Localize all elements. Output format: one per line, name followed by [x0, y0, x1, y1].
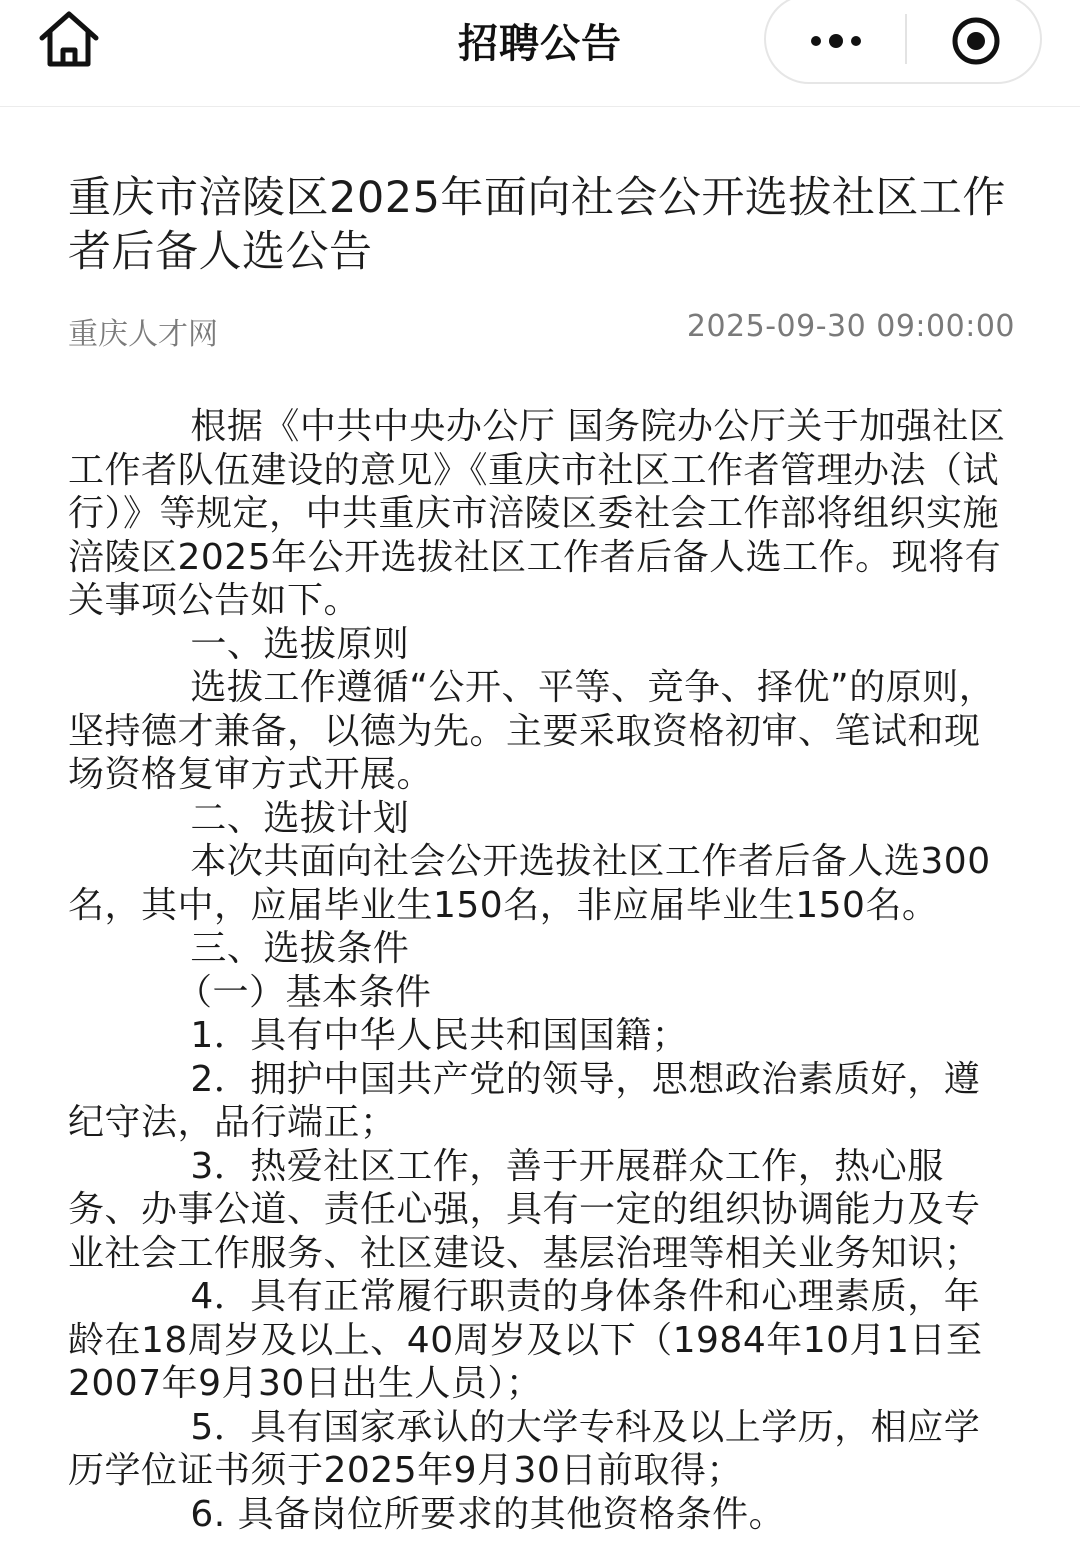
more-dots-icon — [766, 0, 904, 82]
article-body — [68, 405, 1012, 1536]
section-heading-conditions: 三、选拔条件 — [190, 928, 410, 969]
paragraph-plan: 本次共面向社会公开选拔社区工作者后备人选300名，其中，应届毕业生150名，非应届毕业生150名。 — [68, 841, 991, 926]
page-title: 招聘公告 — [458, 21, 622, 67]
mini-program-capsule — [764, 0, 1042, 84]
paragraph-principles: 选拔工作遵循“公开、平等、竞争、择优”的原则，坚持德才兼备，以德为先。主要采取资格初审、笔试和现场资格复审方式开展。 — [68, 667, 996, 795]
article-meta — [68, 309, 1015, 352]
article-title: 重庆市涪陵区2025年面向社会公开选拔社区工作者后备人选公告 — [68, 173, 1006, 277]
list-item: 2．拥护中国共产党的领导，思想政治素质好，遵纪守法，品行端正； — [68, 1058, 981, 1143]
list-item: 6. 具备岗位所要求的其他资格条件。 — [190, 1493, 786, 1535]
close-target-icon — [908, 0, 1042, 82]
section-heading-plan: 二、选拔计划 — [190, 797, 410, 839]
more-button[interactable] — [766, 0, 904, 82]
article-source[interactable]: 重庆人才网 — [68, 317, 218, 352]
capsule-divider — [905, 14, 907, 64]
close-button[interactable] — [908, 0, 1042, 82]
list-item: 4．具有正常履行职责的身体条件和心理素质，年龄在18周岁及以上、40周岁及以下（1984年10月1日至2007年9月30日出生人员）； — [68, 1276, 983, 1404]
list-item: 3．热爱社区工作，善于开展群众工作，热心服务、办事公道、责任心强，具有一定的组织协调能力及专业社会工作服务、社区建设、基层治理等相关业务知识； — [68, 1145, 981, 1274]
subsection-heading-basic: （一）基本条件 — [176, 971, 432, 1013]
section-heading-principles: 一、选拔原则 — [190, 623, 410, 665]
list-item: 1．具有中华人民共和国国籍； — [190, 1015, 689, 1056]
list-item: 5．具有国家承认的大学专科及以上学历，相应学历学位证书须于2025年9月30日前取得； — [68, 1406, 981, 1491]
article-container — [0, 171, 1080, 1536]
top-navigation-bar — [0, 0, 1080, 107]
paragraph-intro: 根据《中共中央办公厅 国务院办公厅关于加强社区工作者队伍建设的意见》《重庆市社区工作者管理办法（试行）》等规定，中共重庆市涪陵区委社会工作部将组织实施涪陵区2025年公开选拔社区工作者后备人选工作。现将有关事项公告如下。 — [68, 406, 1006, 621]
article-date: 2025-09-30 09:00:00 — [686, 309, 1015, 344]
